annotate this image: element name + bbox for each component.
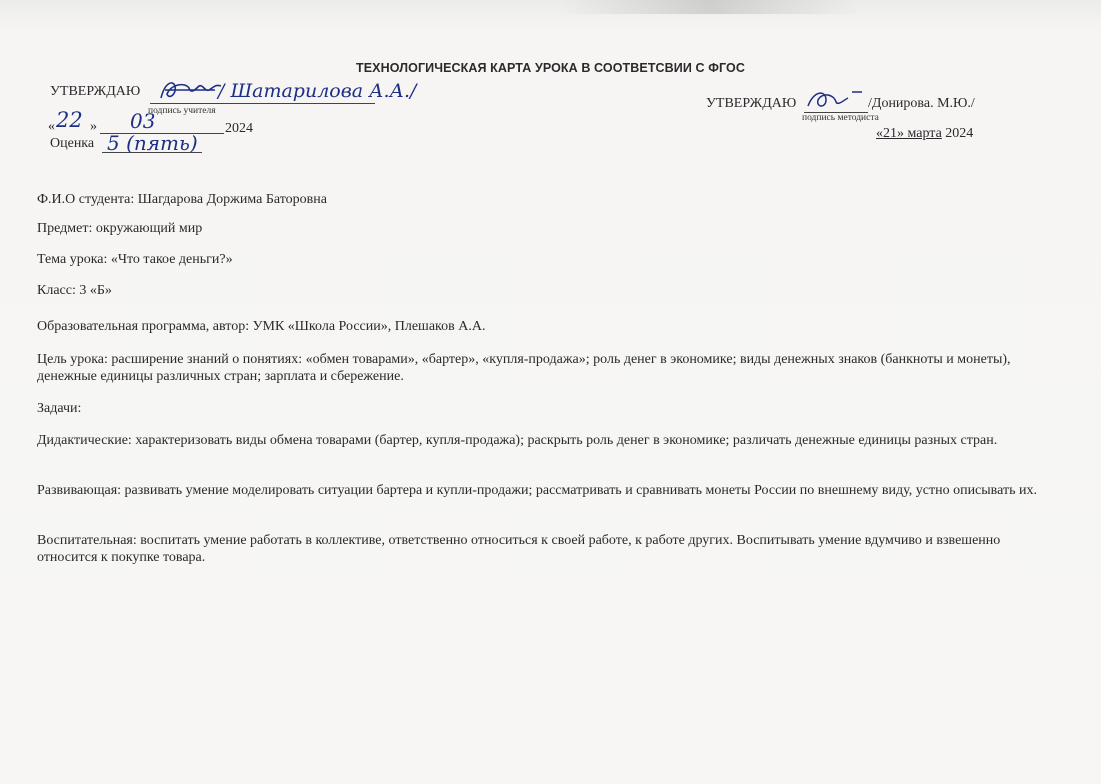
subject-line: Предмет: окружающий мир [37,221,203,236]
teacher-signature-line [150,103,375,104]
date-month: 03 [130,109,156,133]
student-name-line: Ф.И.О студента: Шагдарова Доржима Баторовна [37,192,327,207]
didactic-paragraph: Дидактические: характеризовать виды обмена товарами (бартер, купля-продажа); раскрыть роль денег в экономике; различать денежные единицы разных стран. [37,433,998,448]
class-line: Класс: 3 «Б» [37,283,112,298]
approve-left-label: УТВЕРЖДАЮ [50,84,141,99]
methodist-signature-caption: подпись методиста [802,113,879,123]
date-year: 2024 [225,121,253,136]
teacher-handwritten-name: / Шатарилова А.А./ [218,80,417,102]
page-title: ТЕХНОЛОГИЧЕСКАЯ КАРТА УРОКА В СООТВЕТСВИИ С ФГОС [356,61,745,75]
methodist-date-year: 2024 [945,126,974,141]
methodist-signature [800,86,870,114]
teacher-signature-caption: подпись учителя [148,106,216,116]
grade-label: Оценка [50,136,95,151]
date-close-quote: » [90,119,97,134]
grade-value: 5 (пять) [107,131,198,155]
scan-shadow [560,0,860,14]
developing-paragraph: Развивающая: развивать умение моделировать ситуации бартера и купли-продажи; рассматривать и сравнивать монеты России по внешнему виду, устно описывать их. [37,483,1037,498]
teacher-signature [155,76,227,106]
approve-right-label: УТВЕРЖДАЮ [706,96,797,111]
tasks-label: Задачи: [37,401,82,416]
grade-line [102,152,202,153]
date-open-quote: « [48,119,55,134]
methodist-date: «21» марта [876,126,942,141]
goal-paragraph: Цель урока: расширение знаний о понятиях: «обмен товарами», «бартер», «купля-продажа»; роль денег в экономике; виды денежных знаков (банкноты и монеты), денежные единицы различных стран; зарплата и сбережение. [37,352,1011,384]
date-day: 22 [56,108,83,132]
educational-paragraph: Воспитательная: воспитать умение работать в коллективе, ответственно относиться к своей работе, к работе других. Воспитывать умение вдумчиво и взвешенно относится к покупке товара. [37,533,1001,565]
topic-line: Тема урока: «Что такое деньги?» [37,252,233,267]
program-line: Образовательная программа, автор: УМК «Школа России», Плешаков А.А. [37,319,486,334]
methodist-name: /Донирова. М.Ю./ [868,96,975,111]
